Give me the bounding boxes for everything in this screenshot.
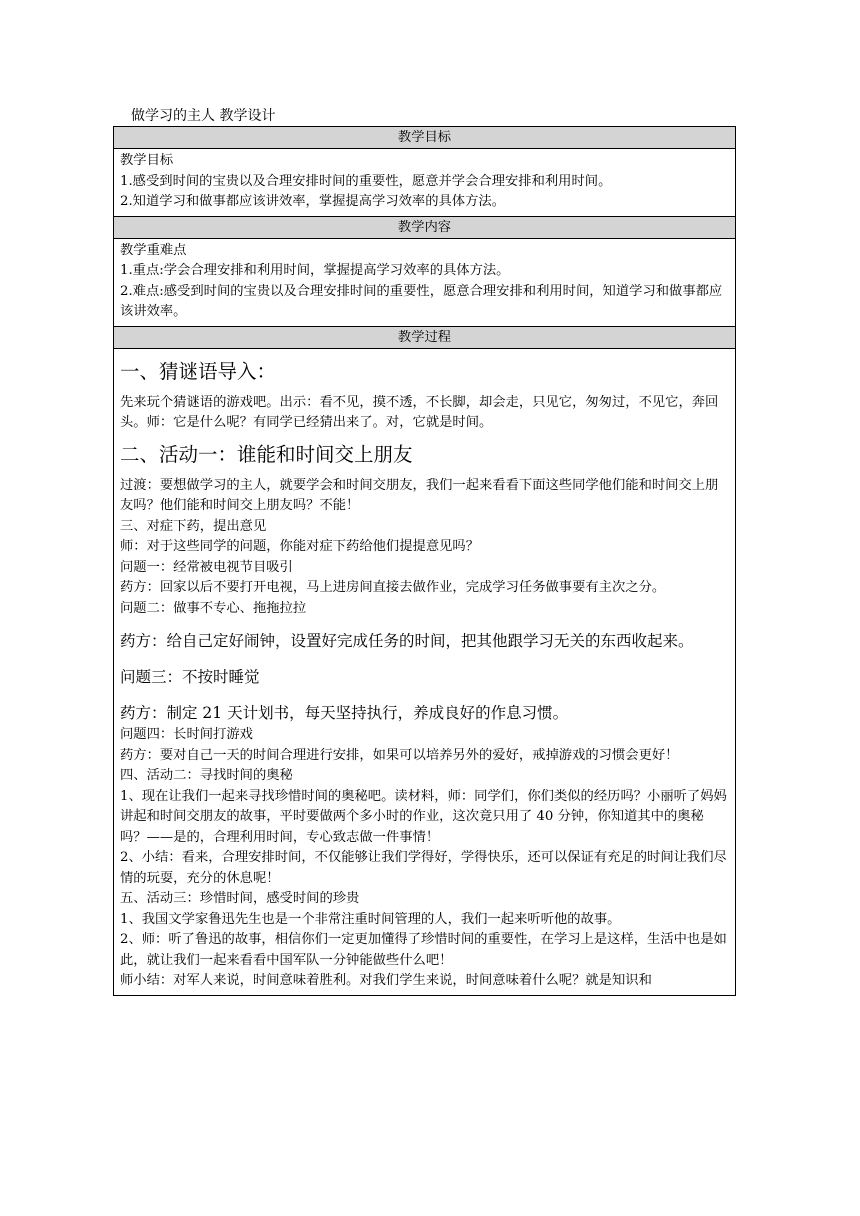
content-line: 2.难点:感受到时间的宝贵以及合理安排时间的重要性，愿意合理安排和利用时间，知道学习和做事都应该讲效率。 xyxy=(120,283,723,319)
process-heading: 二、活动一：谁能和时间交上朋友 xyxy=(120,442,413,466)
process-line: 2、小结：看来，合理安排时间，不仅能够让我们学得好，学得快乐，还可以保证有充足的时间让我们尽情的玩耍，充分的休息呢！ xyxy=(120,850,727,886)
objectives-cell xyxy=(114,149,736,217)
process-line: 2、师：听了鲁迅的故事，相信你们一定更加懂得了珍惜时间的重要性，在学习上是这样，生活中也是如此，就让我们一起来看看中国军队一分钟能做些什么吧！ xyxy=(120,932,727,968)
process-cell xyxy=(114,348,736,995)
objectives-line: 教学目标 xyxy=(120,153,174,168)
objectives-line: 2.知道学习和做事都应该讲效率，掌握提高学习效率的具体方法。 xyxy=(120,194,505,209)
process-header-row xyxy=(114,326,736,348)
content-header: 教学内容 xyxy=(114,216,736,238)
content-header-row xyxy=(114,216,736,238)
process-line: 问题一：经常被电视节目吸引 xyxy=(120,559,293,575)
process-line: 五、活动三：珍惜时间，感受时间的珍贵 xyxy=(120,891,360,906)
content-row xyxy=(114,238,736,326)
document-title: 做学习的主人 教学设计 xyxy=(131,108,276,124)
process-line: 师：对于这些同学的问题，你能对症下药给他们提提意见吗？ xyxy=(120,539,480,554)
objectives-line: 1.感受到时间的宝贵以及合理安排时间的重要性，愿意并学会合理安排和利用时间。 xyxy=(120,173,612,189)
objectives-row xyxy=(114,149,736,217)
process-row xyxy=(114,348,736,995)
process-large-line: 药方：制定 21 天计划书，每天坚持执行，养成良好的作息习惯。 xyxy=(120,704,569,722)
process-line: 四、活动二：寻找时间的奥秘 xyxy=(120,768,293,783)
process-line: 师小结：对军人来说，时间意味着胜利。对我们学生来说，时间意味着什么呢？就是知识和 xyxy=(120,973,652,988)
objectives-header: 教学目标 xyxy=(114,127,736,149)
process-heading: 一、猜谜语导入： xyxy=(120,359,277,383)
process-line: 1、现在让我们一起来寻找珍惜时间的奥秘吧。读材料，师：同学们，你们类似的经历吗？小丽听了妈妈讲起和时间交朋友的故事，平时要做两个多小时的作业，这次竟只用了 40 分钟，你知道其中的奥秘吗？——是的，合理利用时间，专心致志做一件事情！ xyxy=(120,788,727,845)
process-line: 药方：要对自己一天的时间合理进行安排，如果可以培养另外的爱好，戒掉游戏的习惯会更好！ xyxy=(120,747,679,763)
process-line: 药方：回家以后不要打开电视，马上进房间直接去做作业，完成学习任务做事要有主次之分。 xyxy=(120,580,666,595)
process-line: 三、对症下药，提出意见 xyxy=(120,518,267,534)
process-paragraph: 先来玩个猜谜语的游戏吧。出示：看不见，摸不透，不长脚，却会走，只见它，匆匆过，不见它，奔回头。师：它是什么呢？有同学已经猜出来了。对，它就是时间。 xyxy=(120,394,719,430)
process-large-line: 药方：给自己定好闹钟，设置好完成任务的时间，把其他跟学习无关的东西收起来。 xyxy=(120,632,694,650)
objectives-header-row xyxy=(114,127,736,149)
process-line: 过渡：要想做学习的主人，就要学会和时间交朋友，我们一起来看看下面这些同学他们能和时间交上朋友吗？他们能和时间交上朋友吗？不能！ xyxy=(120,477,719,513)
process-large-line: 问题三：不按时睡觉 xyxy=(120,668,260,686)
lesson-plan-table xyxy=(113,126,736,996)
content-line: 1.重点:学会合理安排和利用时间，掌握提高学习效率的具体方法。 xyxy=(120,263,510,278)
content-cell xyxy=(114,238,736,326)
process-header: 教学过程 xyxy=(114,326,736,348)
process-line: 问题四：长时间打游戏 xyxy=(120,727,253,742)
process-line: 1、我国文学家鲁迅先生也是一个非常注重时间管理的人，我们一起来听听他的故事。 xyxy=(120,911,621,927)
content-line: 教学重难点 xyxy=(120,242,187,258)
process-line: 问题二：做事不专心、拖拖拉拉 xyxy=(120,600,307,616)
